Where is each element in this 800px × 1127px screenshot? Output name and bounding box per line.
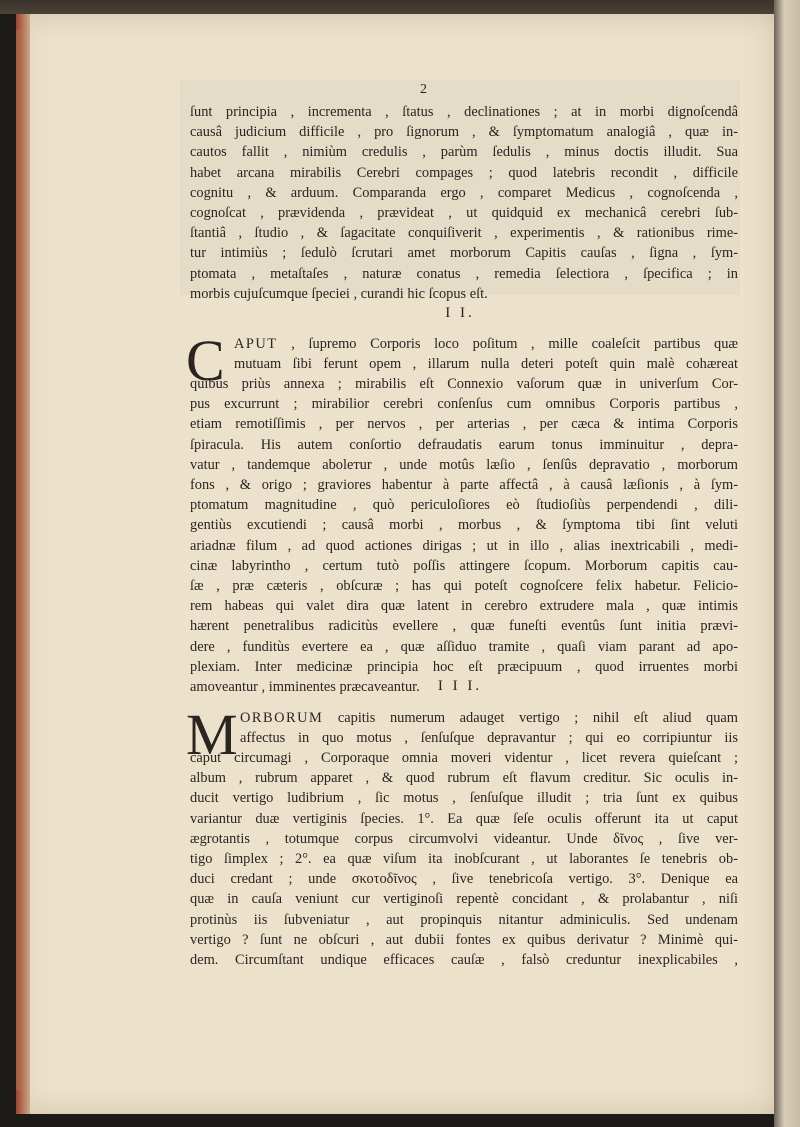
intro-line: ſunt principia , incrementa , ſtatus , declinationes ; at in morbi dignoſcendâ xyxy=(190,104,738,120)
section-ii-line: gentiùs excutiendi ; causâ morbi , morbus , & ſymptoma tibi ſint veluti xyxy=(190,517,738,534)
section-iii-paragraph-head xyxy=(240,708,738,748)
section-iii-line: quæ in cauſa veniunt cur vertiginoſi repentè concidant , & prolabantur , niſi xyxy=(190,891,738,908)
section-iii-line: ducit vertigo ludibrium , ſic motus , ſenſuſque illudit ; tria ſunt ex quibus xyxy=(190,790,738,807)
intro-line: ſtantiâ , ſtudio , & ſagacitate conquiſiverit , experimentis , & rationibus rime- xyxy=(190,225,738,242)
section-ii-line: , ſupremo Corporis loco poſitum , mille coaleſcit partibus quæ xyxy=(291,336,738,352)
section-iii-line: capitis numerum adauget vertigo ; nihil eſt aliud quam xyxy=(337,710,738,726)
section-iii-line: tigo ſimplex ; 2°. ea quæ viſum ita inobſcurant , ut laborantes ſe tenebris ob- xyxy=(190,851,738,868)
intro-line: cognoſcat , prævidenda , prævideat , ut quidquid ex mechanicâ cerebri ſub- xyxy=(190,205,738,222)
intro-line: ptomata , metaſtaſes , naturæ conatus , remedia ſelectiora , ſpecifica ; in xyxy=(190,265,738,282)
section-ii-line: ſæ , præ cæteris , obſcuræ ; has qui poteſt cognoſcere felix habetur. Felicio- xyxy=(190,578,738,595)
section-iii-line: variantur duæ vertiginis ſpecies. 1°. Ea quæ ſeſe oculis offerunt ita ut caput xyxy=(190,810,738,827)
section-iii-heading: I I I. xyxy=(437,678,483,694)
section-ii-line: mutuam ſibi ferunt opem , illarum nulla deteri poteſt quin malè cohæreat xyxy=(234,356,738,373)
section-ii-line: ptomatum magnitudine , quò periculoſiores eò ſtudioſiùs perpendendi , dili- xyxy=(190,497,738,514)
book-top-edge xyxy=(0,0,800,14)
section-ii-line: plexiam. Inter medicinæ principia hoc eſt præcipuum , quod irruentes morbi xyxy=(190,658,738,675)
section-iii-line: affectus in quo motus , ſenſuſque depravantur ; qui eo corripiuntur iis xyxy=(240,730,738,747)
section-ii-line: etiam remotiſſimis , per nervos , per arterias , per cæca & intima Corporis xyxy=(190,416,738,433)
section-ii-line: vatur , tandemque abolетur , unde motûs læſio , ſenſûs depravatio , morborum xyxy=(190,456,738,473)
section-iii-line: caput circumagi , Corporaque omnia moveri videntur , licet revera quieſcant ; xyxy=(190,750,738,766)
section-ii-line: pus excurrunt ; mirabilior cerebri conſenſus cum omnibus Corporis partibus , xyxy=(190,396,738,413)
intro-line: causâ judicium difficile , pro ſignorum , & ſymptomatum analogiâ , quæ in- xyxy=(190,124,738,141)
intro-line: morbis cujuſcumque ſpeciei , curandi hic ſcopus eſt. xyxy=(190,285,488,302)
intro-paragraph xyxy=(190,102,738,304)
section-ii-dropcap: C xyxy=(186,328,225,393)
section-ii-line: dere , funditùs evertere ea , quæ aſſiduo tramite , quaſi viam parant ad apo- xyxy=(190,638,738,655)
section-ii-first-word: APUT xyxy=(234,336,278,352)
intro-line: tur intimiùs ; ſedulò ſcrutari amet morborum Capitis cauſas , ſigna , ſym- xyxy=(190,245,738,262)
section-ii-line: quibus priùs annexa ; mirabilis eſt Connexio vaſorum quæ in univerſum Cor- xyxy=(190,376,738,392)
page-number: 2 xyxy=(420,82,427,97)
intro-line: habet arcana mirabilis Cerebri compages ; quod latebris recondit , difficile xyxy=(190,164,738,181)
intro-line: cautos fallit , nimiùm credulis , parùm ſedulis , minus doctis illudit. Sua xyxy=(190,144,738,161)
section-ii-line: rem habeas qui valet dira quæ latent in cerebro extrudere mala , quæ intimis xyxy=(190,598,738,615)
intro-line: cognitu , & arduum. Comparanda ergo , comparet Medicus , cognoſcenda , xyxy=(190,184,738,201)
section-iii-line: dem. Circumſtant undique efficaces cauſæ , falsò creduntur inexplicabiles , xyxy=(190,952,738,969)
section-iii-line: ægrotantis , totumque corpus circumvolvi videantur. Unde δῖνος , ſive ver- xyxy=(190,830,738,847)
page-stain xyxy=(16,30,26,1090)
section-ii-line: fons , & origo ; graviores habentur à parte affectâ , à causâ læſionis , à ſym- xyxy=(190,477,738,494)
section-iii-line: vertigo ? ſunt ne obſcuri , aut dubii fontes ex quibus derivatur ? Minimè qui- xyxy=(190,931,738,948)
section-iii-line: protinùs iis ſubveniatur , aut propinquis nitantur adminiculis. Sed undenam xyxy=(190,911,738,928)
section-iii-line: duci credant ; unde σκοτοδῖνος , ſive tenebricoſa vertigo. 3°. Denique ea xyxy=(190,871,738,888)
section-ii-line: ſpiracula. His autem conſortio defraudatis earum tonus imminuitur , depra- xyxy=(190,436,738,453)
section-ii-line: amoveantur , imminentes præcaveantur. xyxy=(190,679,420,696)
section-iii-first-word: ORBORUM xyxy=(240,710,324,726)
section-ii-line: ariadnæ filum , ad quod actiones dirigas ; ut in illo , alias inextricabili , medi- xyxy=(190,537,738,554)
section-iii-dropcap: M xyxy=(186,702,238,767)
adjacent-page-edge xyxy=(774,0,800,1127)
section-ii-line: hærent penetralibus radicitùs evellere , quæ funeſti eventûs ſunt initia prævi- xyxy=(190,618,738,635)
section-ii-paragraph xyxy=(190,374,738,697)
section-ii-heading: I I. xyxy=(445,305,475,321)
section-ii-line: cinæ labyrintho , certum tutò poſſis attingere ſcopum. Morborum capitis cau- xyxy=(190,557,738,574)
section-ii-paragraph-head xyxy=(234,334,738,374)
section-iii-line: album , rubrum apparet , & quod rubrum eſt flavum creditur. Sic oculis in- xyxy=(190,770,738,787)
section-iii-paragraph xyxy=(190,748,738,970)
